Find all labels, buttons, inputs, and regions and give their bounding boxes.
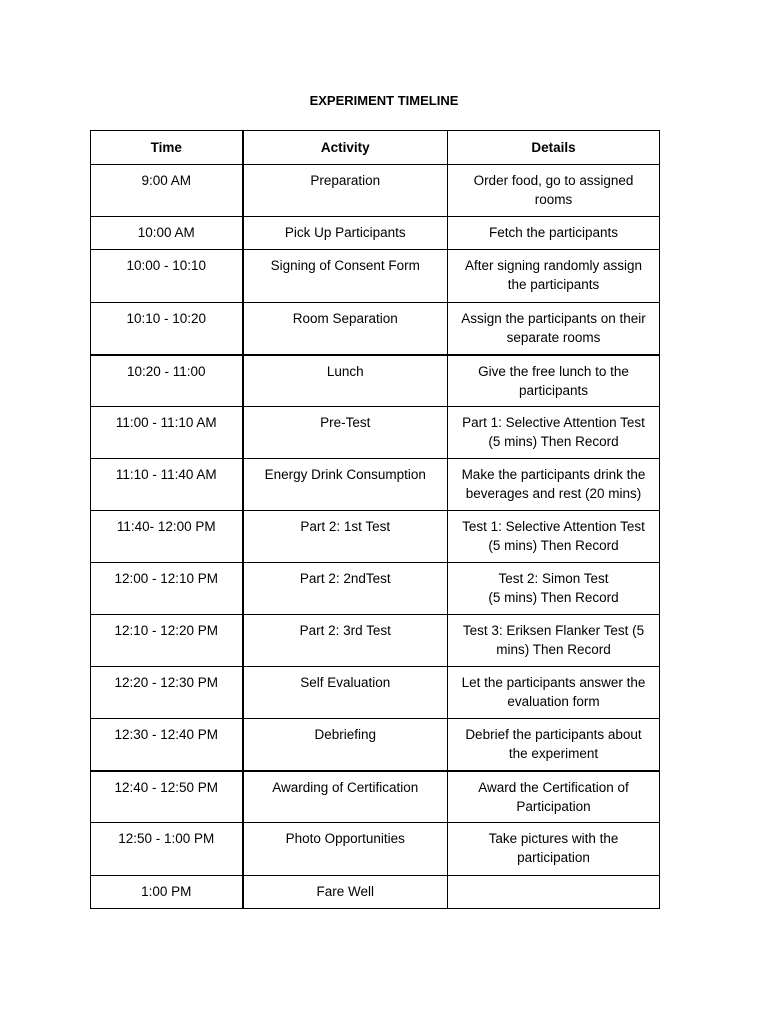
page-title: EXPERIMENT TIMELINE xyxy=(309,93,459,108)
activity-cell: Energy Drink Consumption xyxy=(243,459,448,511)
time-cell: 12:10 - 12:20 PM xyxy=(91,615,243,667)
timeline-table xyxy=(90,130,660,909)
activity-cell: Part 2: 3rd Test xyxy=(243,615,448,667)
time-cell: 10:20 - 11:00 xyxy=(91,355,243,407)
time-cell: 12:50 - 1:00 PM xyxy=(91,823,243,876)
activity-cell: Awarding of Certification xyxy=(243,771,448,823)
time-cell: 11:40- 12:00 PM xyxy=(91,511,243,563)
details-cell: Debrief the participants about the experiment xyxy=(448,719,660,771)
details-cell: Test 2: Simon Test (5 mins) Then Record xyxy=(448,563,660,615)
details-cell: Part 1: Selective Attention Test (5 mins) Then Record xyxy=(448,407,660,459)
table-row xyxy=(91,563,660,615)
table-header-row xyxy=(91,131,660,165)
details-cell: Fetch the participants xyxy=(448,217,660,250)
activity-cell: Room Separation xyxy=(243,303,448,355)
table-row xyxy=(91,355,660,407)
time-cell: 9:00 AM xyxy=(91,165,243,217)
time-cell: 10:00 - 10:10 xyxy=(91,250,243,303)
table-row xyxy=(91,511,660,563)
details-cell: After signing randomly assign the participants xyxy=(448,250,660,303)
activity-cell: Signing of Consent Form xyxy=(243,250,448,303)
table-row xyxy=(91,876,660,909)
activity-cell: Part 2: 1st Test xyxy=(243,511,448,563)
details-cell: Give the free lunch to the participants xyxy=(448,355,660,407)
details-cell: Award the Certification of Participation xyxy=(448,771,660,823)
time-cell: 11:10 - 11:40 AM xyxy=(91,459,243,511)
table-row xyxy=(91,771,660,823)
activity-cell: Pick Up Participants xyxy=(243,217,448,250)
header-activity: Activity xyxy=(243,131,448,165)
table-row xyxy=(91,459,660,511)
table-row xyxy=(91,303,660,355)
details-cell: Test 3: Eriksen Flanker Test (5 mins) Then Record xyxy=(448,615,660,667)
table-row xyxy=(91,615,660,667)
table-row xyxy=(91,719,660,771)
time-cell: 12:40 - 12:50 PM xyxy=(91,771,243,823)
header-time: Time xyxy=(91,131,243,165)
header-details: Details xyxy=(448,131,660,165)
time-cell: 11:00 - 11:10 AM xyxy=(91,407,243,459)
activity-cell: Pre-Test xyxy=(243,407,448,459)
time-cell: 1:00 PM xyxy=(91,876,243,909)
table-row xyxy=(91,165,660,217)
activity-cell: Preparation xyxy=(243,165,448,217)
activity-cell: Debriefing xyxy=(243,719,448,771)
details-cell: Test 1: Selective Attention Test (5 mins) Then Record xyxy=(448,511,660,563)
details-cell xyxy=(448,876,660,909)
activity-cell: Lunch xyxy=(243,355,448,407)
time-cell: 12:30 - 12:40 PM xyxy=(91,719,243,771)
table-row xyxy=(91,667,660,719)
details-cell: Make the participants drink the beverages and rest (20 mins) xyxy=(448,459,660,511)
table-row xyxy=(91,217,660,250)
time-cell: 10:10 - 10:20 xyxy=(91,303,243,355)
details-cell: Let the participants answer the evaluation form xyxy=(448,667,660,719)
time-cell: 12:00 - 12:10 PM xyxy=(91,563,243,615)
time-cell: 12:20 - 12:30 PM xyxy=(91,667,243,719)
details-cell: Assign the participants on their separate rooms xyxy=(448,303,660,355)
details-cell: Take pictures with the participation xyxy=(448,823,660,876)
activity-cell: Photo Opportunities xyxy=(243,823,448,876)
table-row xyxy=(91,407,660,459)
activity-cell: Self Evaluation xyxy=(243,667,448,719)
details-cell: Order food, go to assigned rooms xyxy=(448,165,660,217)
table-row xyxy=(91,250,660,303)
activity-cell: Fare Well xyxy=(243,876,448,909)
time-cell: 10:00 AM xyxy=(91,217,243,250)
table-row xyxy=(91,823,660,876)
activity-cell: Part 2: 2ndTest xyxy=(243,563,448,615)
